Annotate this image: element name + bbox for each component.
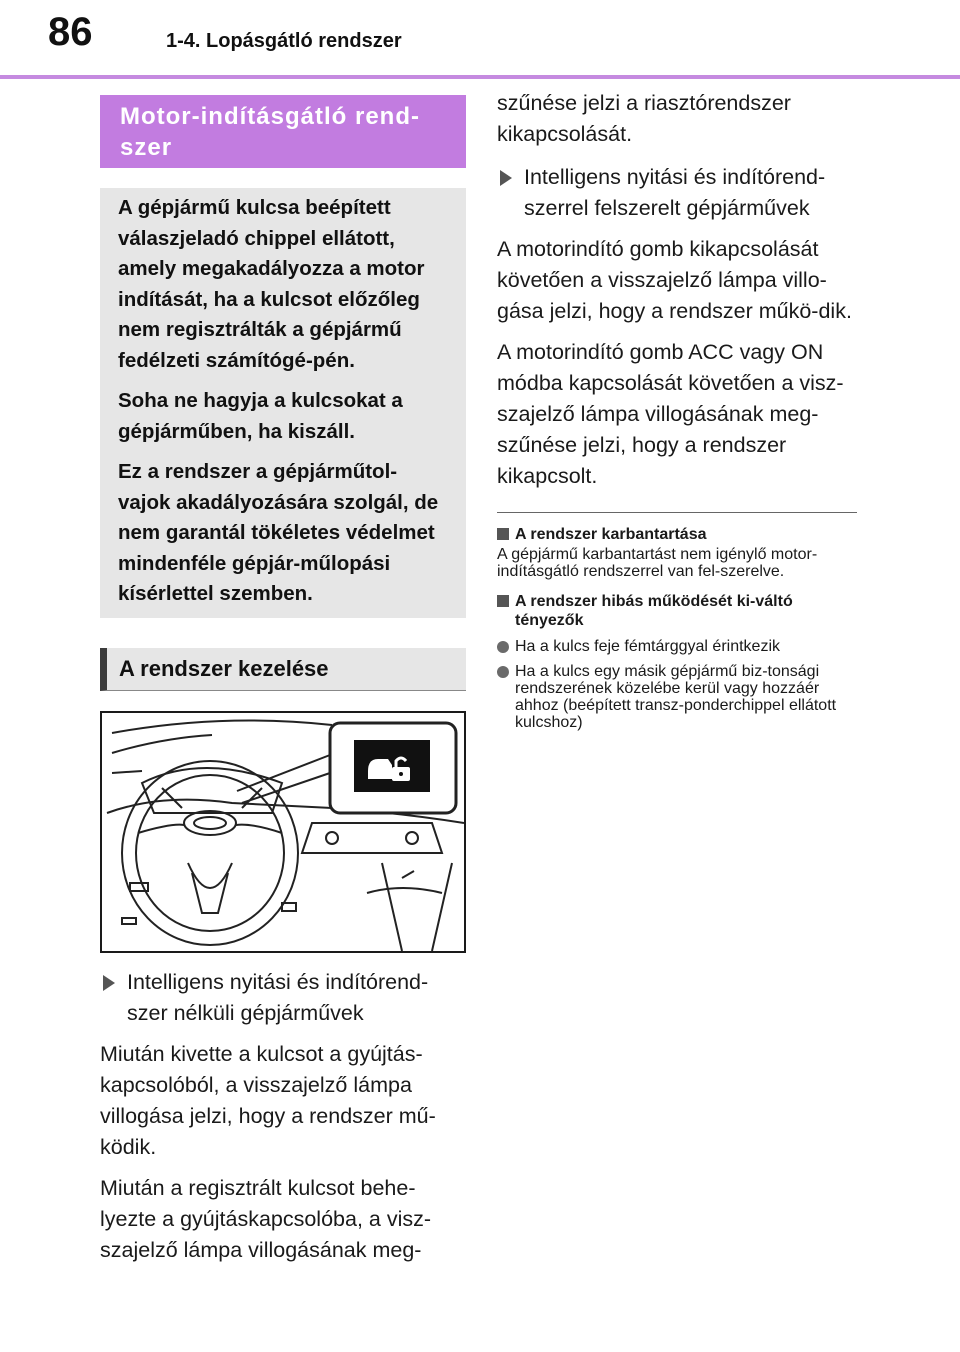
summary-box — [100, 188, 466, 618]
summary-paragraph: Soha ne hagyja a kulcsokat a gépjárműben, ha kiszáll. — [118, 389, 403, 443]
chapter-title: 1-4. Lopásgátló rendszer — [166, 30, 402, 52]
triangle-bullet-icon — [103, 975, 115, 991]
bullet-text: Intelligens nyitási és indítórend-szerrel felszerelt gépjárművek — [524, 165, 826, 220]
page-number: 86 — [48, 10, 93, 54]
body-paragraph: Miután a regisztrált kulcsot behe-lyezte a gyújtáskapcsolóba, a visz-szajelző lámpa villogásának meg- — [100, 1175, 432, 1262]
note-bullet-text: Ha a kulcs egy másik gépjármű biz-tonsági rendszerének közelébe kerül vagy hozzáér ahhoz (beépített transz-ponderchippel ellátott kulcshoz) — [515, 663, 837, 731]
note-bullet-text: Ha a kulcs feje fémtárggyal érintkezik — [515, 638, 780, 655]
body-paragraph: A motorindító gomb kikapcsolását követően a visszajelző lámpa villo-gása jelzi, hogy a rendszer műkö-dik. — [497, 237, 852, 323]
note-text: A gépjármű karbantartást nem igénylő motor-indításgátló rendszerrel van fel-szerelve. — [497, 546, 818, 580]
bullet-item — [497, 162, 857, 224]
summary-paragraph: A gépjármű kulcsa beépített válaszjeladó chippel ellátott, amely megakadályozza a motor indítását, ha a kulcsot előzőleg nem regisztrálták a gépjármű fedélzeti számítógé-pén. — [118, 196, 425, 372]
body-paragraph: Miután kivette a kulcsot a gyújtás-kapcsolóból, a visszajelző lámpa villogása jelzi, hogy a rendszer mű-ködik. — [100, 1041, 436, 1159]
section-title — [100, 95, 466, 168]
dashboard-drawing — [102, 713, 464, 951]
divider — [497, 512, 857, 513]
square-bullet-icon — [497, 595, 509, 607]
bullet-text: Intelligens nyitási és indítórend-szer nélküli gépjárművek — [127, 969, 429, 1025]
right-column — [497, 88, 857, 737]
summary-paragraph: Ez a rendszer a gépjárműtol-vajok akadályozására szolgál, de nem garantál tökéletes védelmet mindenféle gépjár-műlopási kísérlettel szemben. — [118, 460, 439, 605]
note-heading-text: A rendszer karbantartása — [515, 526, 707, 543]
note-heading — [497, 525, 857, 544]
note-bullet-item — [497, 663, 857, 731]
left-column — [100, 95, 466, 1276]
dot-bullet-icon — [497, 641, 509, 653]
note-heading-text: A rendszer hibás működését ki-váltó tényezők — [515, 593, 793, 629]
note-heading — [497, 592, 857, 630]
subsection-title: A rendszer kezelése — [100, 648, 466, 691]
body-paragraph: A motorindító gomb ACC vagy ON módba kapcsolását követően a visz-szajelző lámpa villogásának meg-szűnése jelzi, hogy a rendszer kikapcsolt. — [497, 340, 844, 488]
bullet-item — [100, 967, 466, 1029]
triangle-bullet-icon — [500, 170, 512, 186]
body-paragraph: szűnése jelzi a riasztórendszer kikapcsolását. — [497, 91, 791, 146]
note-bullet-item — [497, 638, 857, 655]
dashboard-illustration — [100, 711, 466, 953]
header-rule — [0, 75, 960, 79]
section-title-text: Motor-indításgátló rend- szer — [120, 103, 420, 161]
square-bullet-icon — [497, 528, 509, 540]
dot-bullet-icon — [497, 666, 509, 678]
